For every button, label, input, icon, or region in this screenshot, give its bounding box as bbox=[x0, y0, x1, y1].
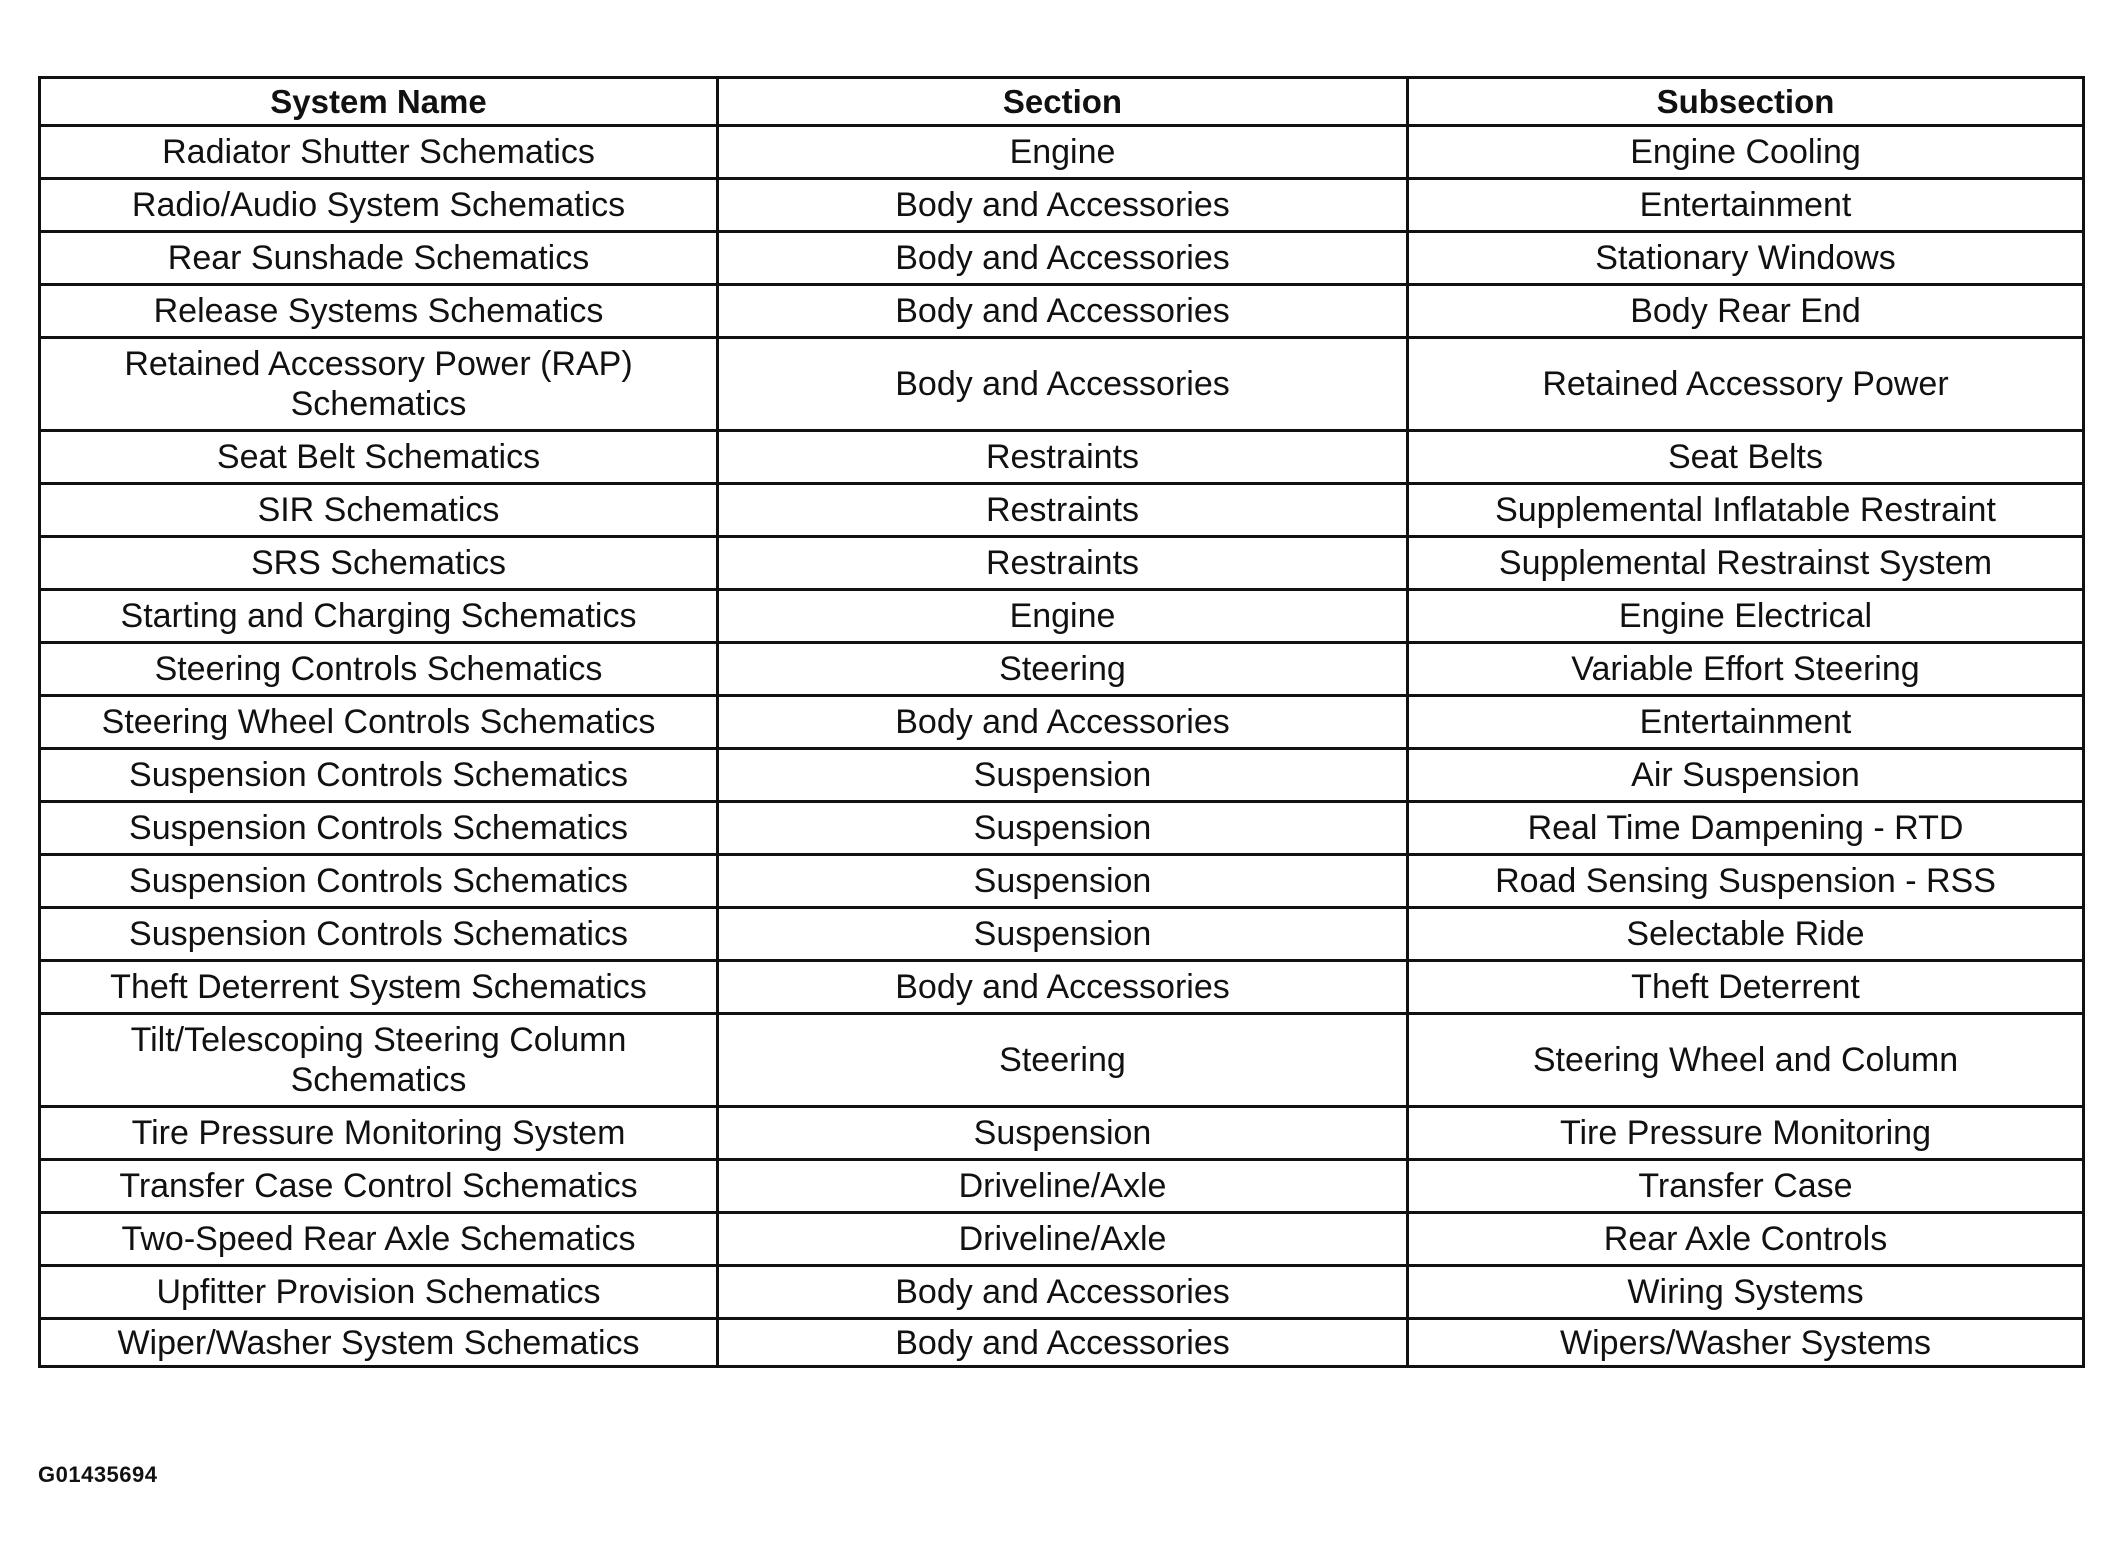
table-row bbox=[40, 1266, 2084, 1319]
cell-subsection: Tire Pressure Monitoring bbox=[1408, 1107, 2084, 1160]
table-row bbox=[40, 338, 2084, 431]
table-row bbox=[40, 1160, 2084, 1213]
cell-system-name: Wiper/Washer System Schematics bbox=[40, 1319, 718, 1367]
table-row bbox=[40, 908, 2084, 961]
table-row bbox=[40, 126, 2084, 179]
cell-system-name: Release Systems Schematics bbox=[40, 285, 718, 338]
cell-system-name: SRS Schematics bbox=[40, 537, 718, 590]
cell-section: Body and Accessories bbox=[718, 1266, 1408, 1319]
table-row bbox=[40, 431, 2084, 484]
table-row bbox=[40, 232, 2084, 285]
cell-subsection: Air Suspension bbox=[1408, 749, 2084, 802]
cell-subsection: Entertainment bbox=[1408, 696, 2084, 749]
cell-section: Suspension bbox=[718, 749, 1408, 802]
cell-section: Driveline/Axle bbox=[718, 1213, 1408, 1266]
cell-section: Steering bbox=[718, 1014, 1408, 1107]
cell-system-name: Rear Sunshade Schematics bbox=[40, 232, 718, 285]
table-row bbox=[40, 179, 2084, 232]
cell-system-name: Retained Accessory Power (RAP) Schematics bbox=[40, 338, 718, 431]
header-row bbox=[40, 78, 2084, 126]
table-row bbox=[40, 285, 2084, 338]
cell-subsection: Variable Effort Steering bbox=[1408, 643, 2084, 696]
cell-system-name: Upfitter Provision Schematics bbox=[40, 1266, 718, 1319]
cell-system-name: Two-Speed Rear Axle Schematics bbox=[40, 1213, 718, 1266]
cell-section: Restraints bbox=[718, 484, 1408, 537]
cell-subsection: Stationary Windows bbox=[1408, 232, 2084, 285]
cell-section: Body and Accessories bbox=[718, 285, 1408, 338]
cell-system-name: Seat Belt Schematics bbox=[40, 431, 718, 484]
cell-subsection: Rear Axle Controls bbox=[1408, 1213, 2084, 1266]
cell-system-name: Tire Pressure Monitoring System bbox=[40, 1107, 718, 1160]
cell-system-name: Theft Deterrent System Schematics bbox=[40, 961, 718, 1014]
table-header bbox=[40, 78, 2084, 126]
cell-subsection: Supplemental Inflatable Restraint bbox=[1408, 484, 2084, 537]
cell-subsection: Theft Deterrent bbox=[1408, 961, 2084, 1014]
table-row bbox=[40, 696, 2084, 749]
cell-system-name: Suspension Controls Schematics bbox=[40, 802, 718, 855]
cell-section: Steering bbox=[718, 643, 1408, 696]
cell-subsection: Real Time Dampening - RTD bbox=[1408, 802, 2084, 855]
table-row bbox=[40, 1213, 2084, 1266]
table-row bbox=[40, 590, 2084, 643]
cell-subsection: Selectable Ride bbox=[1408, 908, 2084, 961]
cell-system-name: Radio/Audio System Schematics bbox=[40, 179, 718, 232]
cell-system-name: Transfer Case Control Schematics bbox=[40, 1160, 718, 1213]
table-row bbox=[40, 1319, 2084, 1367]
cell-system-name: Suspension Controls Schematics bbox=[40, 855, 718, 908]
cell-section: Body and Accessories bbox=[718, 338, 1408, 431]
table-row bbox=[40, 484, 2084, 537]
table-row bbox=[40, 537, 2084, 590]
cell-section: Body and Accessories bbox=[718, 179, 1408, 232]
cell-system-name: Steering Controls Schematics bbox=[40, 643, 718, 696]
cell-system-name: Radiator Shutter Schematics bbox=[40, 126, 718, 179]
cell-section: Body and Accessories bbox=[718, 1319, 1408, 1367]
cell-system-name: SIR Schematics bbox=[40, 484, 718, 537]
cell-subsection: Seat Belts bbox=[1408, 431, 2084, 484]
cell-system-name: Suspension Controls Schematics bbox=[40, 749, 718, 802]
cell-subsection: Wiring Systems bbox=[1408, 1266, 2084, 1319]
cell-section: Driveline/Axle bbox=[718, 1160, 1408, 1213]
cell-subsection: Supplemental Restrainst System bbox=[1408, 537, 2084, 590]
cell-section: Restraints bbox=[718, 537, 1408, 590]
cell-subsection: Steering Wheel and Column bbox=[1408, 1014, 2084, 1107]
cell-system-name: Starting and Charging Schematics bbox=[40, 590, 718, 643]
cell-section: Suspension bbox=[718, 1107, 1408, 1160]
table-row bbox=[40, 749, 2084, 802]
cell-section: Restraints bbox=[718, 431, 1408, 484]
cell-section: Suspension bbox=[718, 802, 1408, 855]
cell-subsection: Entertainment bbox=[1408, 179, 2084, 232]
header-system-name: System Name bbox=[40, 78, 718, 126]
cell-section: Body and Accessories bbox=[718, 961, 1408, 1014]
figure-id: G01435694 bbox=[38, 1462, 158, 1487]
cell-subsection: Engine Electrical bbox=[1408, 590, 2084, 643]
cell-system-name: Suspension Controls Schematics bbox=[40, 908, 718, 961]
table-row bbox=[40, 855, 2084, 908]
cell-section: Suspension bbox=[718, 855, 1408, 908]
cell-subsection: Engine Cooling bbox=[1408, 126, 2084, 179]
table-row bbox=[40, 1107, 2084, 1160]
cell-section: Engine bbox=[718, 590, 1408, 643]
cell-subsection: Transfer Case bbox=[1408, 1160, 2084, 1213]
cell-subsection: Road Sensing Suspension - RSS bbox=[1408, 855, 2084, 908]
cell-section: Body and Accessories bbox=[718, 696, 1408, 749]
cell-subsection: Body Rear End bbox=[1408, 285, 2084, 338]
header-subsection: Subsection bbox=[1408, 78, 2084, 126]
cell-system-name: Tilt/Telescoping Steering Column Schematics bbox=[40, 1014, 718, 1107]
cell-system-name: Steering Wheel Controls Schematics bbox=[40, 696, 718, 749]
table-row bbox=[40, 802, 2084, 855]
cell-section: Suspension bbox=[718, 908, 1408, 961]
table-row bbox=[40, 643, 2084, 696]
schematics-table bbox=[38, 76, 2085, 1368]
table-body bbox=[40, 126, 2084, 1367]
cell-section: Body and Accessories bbox=[718, 232, 1408, 285]
cell-subsection: Wipers/Washer Systems bbox=[1408, 1319, 2084, 1367]
cell-section: Engine bbox=[718, 126, 1408, 179]
table-row bbox=[40, 961, 2084, 1014]
header-section: Section bbox=[718, 78, 1408, 126]
cell-subsection: Retained Accessory Power bbox=[1408, 338, 2084, 431]
table-row bbox=[40, 1014, 2084, 1107]
